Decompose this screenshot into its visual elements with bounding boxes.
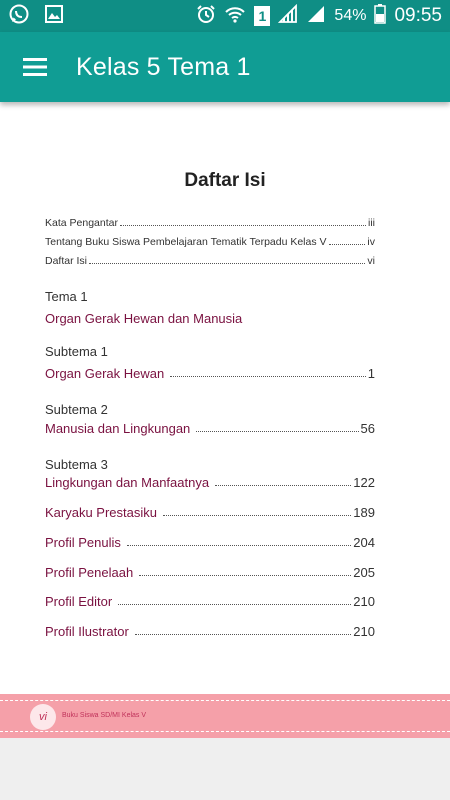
clock: 09:55 <box>394 5 442 26</box>
footer-page-number: vi <box>30 704 56 730</box>
footer-dashed-line <box>0 731 450 732</box>
status-bar <box>0 0 450 32</box>
footer-book-text: Buku Siswa SD/MI Kelas V <box>62 712 147 719</box>
leader-dots <box>127 535 351 546</box>
battery-icon <box>374 4 386 29</box>
toc-item-title: Organ Gerak Hewan <box>45 366 165 381</box>
leader-dots <box>118 594 351 605</box>
toc-item-page: 122 <box>353 475 375 490</box>
toc-item-title: Manusia dan Lingkungan <box>45 421 191 436</box>
empty-background <box>0 738 450 800</box>
document-page <box>0 102 450 694</box>
sim-badge: 1 <box>254 6 270 26</box>
leader-dots <box>89 255 365 264</box>
toc-item-profil-penelaah[interactable] <box>45 565 375 580</box>
leader-dots <box>170 366 366 377</box>
toc-front-item[interactable] <box>45 255 375 267</box>
leader-dots <box>329 236 366 245</box>
signal-icon <box>278 4 298 29</box>
toc-front-page: iv <box>367 236 375 248</box>
toc-item-karyaku[interactable] <box>45 505 375 520</box>
subtema-label: Subtema 1 <box>45 344 108 359</box>
toc-item-subtema-2[interactable] <box>45 421 375 436</box>
whatsapp-icon <box>8 3 30 30</box>
leader-dots <box>139 565 351 576</box>
toc-front-page: vi <box>367 255 375 267</box>
signal-icon <box>306 4 326 29</box>
battery-percent: 54% <box>334 7 367 24</box>
tema-title[interactable]: Organ Gerak Hewan dan Manusia <box>45 311 243 326</box>
leader-dots <box>163 505 351 516</box>
toc-item-title: Profil Penulis <box>45 535 121 550</box>
leader-dots <box>120 217 366 226</box>
toc-front-label: Kata Pengantar <box>45 217 118 229</box>
app-title: Kelas 5 Tema 1 <box>76 52 251 81</box>
toc-item-title: Karyaku Prestasiku <box>45 505 157 520</box>
toc-front-item[interactable] <box>45 236 375 248</box>
gallery-icon <box>44 4 64 29</box>
subtema-label: Subtema 3 <box>45 457 108 472</box>
toc-item-subtema-3[interactable] <box>45 475 375 490</box>
toc-item-page: 210 <box>353 624 375 639</box>
page-title: Daftar Isi <box>184 170 266 191</box>
toc-front-label: Tentang Buku Siswa Pembelajaran Tematik Terpadu Kelas V <box>45 236 327 248</box>
toc-item-title: Profil Ilustrator <box>45 624 129 639</box>
leader-dots <box>135 624 351 635</box>
toc-item-page: 1 <box>367 366 375 381</box>
toc-item-page: 56 <box>360 421 375 436</box>
toc-item-subtema-1[interactable] <box>45 366 375 381</box>
toc-item-title: Lingkungan dan Manfaatnya <box>45 475 210 490</box>
toc-item-page: 204 <box>353 535 375 550</box>
hamburger-menu-icon[interactable] <box>0 32 70 102</box>
toc-item-page: 189 <box>353 505 375 520</box>
toc-item-profil-ilustrator[interactable] <box>45 624 375 639</box>
wifi-icon <box>224 4 246 29</box>
page-footer <box>0 694 450 738</box>
leader-dots <box>215 475 351 486</box>
toc-front-label: Daftar Isi <box>45 255 88 267</box>
subtema-label: Subtema 2 <box>45 402 108 417</box>
toc-item-title: Profil Editor <box>45 594 113 609</box>
toc-front-page: iii <box>368 217 375 229</box>
toc-item-profil-editor[interactable] <box>45 594 375 609</box>
toc-front-item[interactable] <box>45 217 375 229</box>
toc-item-title: Profil Penelaah <box>45 565 134 580</box>
alarm-icon <box>196 4 216 29</box>
toc-item-page: 205 <box>353 565 375 580</box>
tema-label: Tema 1 <box>45 289 88 304</box>
footer-dashed-line <box>0 700 450 701</box>
toc-item-page: 210 <box>353 594 375 609</box>
app-bar <box>0 32 450 102</box>
toc-item-profil-penulis[interactable] <box>45 535 375 550</box>
leader-dots <box>196 421 358 432</box>
